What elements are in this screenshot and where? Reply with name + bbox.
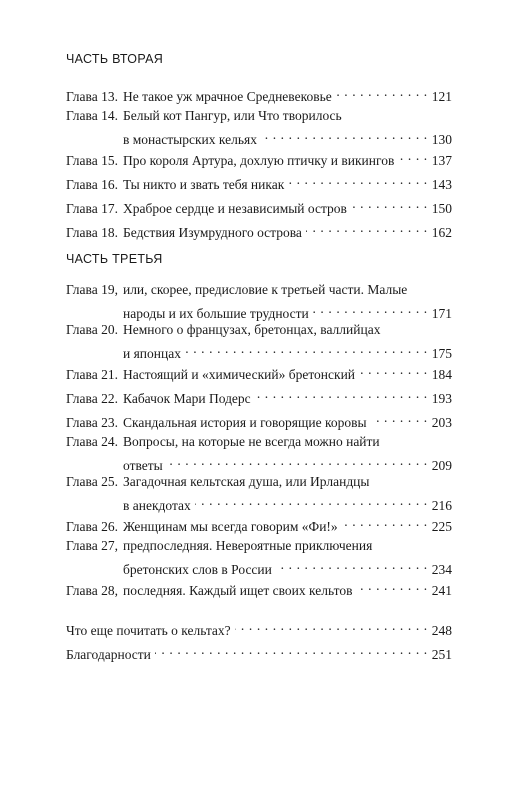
dot-leader: [356, 576, 427, 595]
chapter-title-continued: народы и их большие трудности: [123, 306, 309, 321]
dot-leader: [336, 82, 428, 101]
chapter-label: Глава 27,: [66, 538, 118, 553]
entry-title: Благодарности: [66, 647, 151, 662]
chapter-label: Глава 14.: [66, 108, 118, 123]
toc-entry[interactable]: [66, 536, 452, 577]
chapter-label: Глава 25.: [66, 474, 118, 489]
chapter-label: Глава 15.: [66, 153, 118, 168]
chapter-label: Глава 16.: [66, 177, 118, 192]
dot-leader: [185, 339, 428, 358]
chapter-title: последняя. Каждый ищет своих кельтов: [122, 583, 353, 598]
chapter-title: предпоследняя. Невероятные приключения: [122, 538, 373, 553]
page-number: 193: [431, 391, 452, 406]
dot-leader: [342, 512, 428, 531]
chapter-label: Глава 22.: [66, 391, 118, 406]
chapter-title-continued: в анекдотах: [123, 498, 191, 513]
dot-leader: [288, 170, 427, 189]
chapter-title-continued: бретонских слов в России: [123, 562, 272, 577]
toc-entry[interactable]: [66, 106, 452, 147]
page-number: 121: [431, 89, 452, 104]
dot-leader: [276, 555, 428, 574]
chapter-title: Загадочная кельтская душа, или Ирландцы: [123, 474, 370, 489]
page-number: 175: [431, 346, 452, 361]
page-number: 241: [431, 583, 452, 598]
chapter-title: или, скорее, предисловие к третьей части. Малые: [122, 282, 408, 297]
toc-entry[interactable]: [66, 170, 452, 192]
page-number: 150: [431, 201, 452, 216]
chapter-title-continued: и японцах: [123, 346, 181, 361]
toc-entry[interactable]: [66, 512, 452, 534]
chapter-title: Про короля Артура, дохлую птичку и викингов: [123, 153, 395, 168]
chapter-label: Глава 19,: [66, 282, 118, 297]
dot-leader: [359, 360, 428, 379]
part-three-heading: ЧАСТЬ ТРЕТЬЯ: [66, 252, 163, 266]
chapter-label: Глава 28,: [66, 583, 118, 598]
toc-entry[interactable]: [66, 408, 452, 430]
part-two-heading: ЧАСТЬ ВТОРАЯ: [66, 52, 164, 66]
chapter-label: Глава 20.: [66, 322, 118, 337]
dot-leader: [155, 640, 428, 659]
toc-entry[interactable]: [66, 320, 452, 361]
dot-leader: [398, 146, 427, 165]
dot-leader: [261, 125, 428, 144]
chapter-title: Настоящий и «химический» бретонский: [123, 367, 356, 382]
chapter-label: Глава 17.: [66, 201, 118, 216]
chapter-title: Немного о французах, бретонцах, валлийцах: [123, 322, 381, 337]
dot-leader: [351, 194, 428, 213]
toc-entry-acknowledgements[interactable]: [66, 640, 452, 662]
chapter-label: Глава 26.: [66, 519, 118, 534]
toc-entry[interactable]: [66, 280, 452, 321]
chapter-title: Женщинам мы всегда говорим «Фи!»: [123, 519, 338, 534]
chapter-title-continued: в монастырских кельях: [123, 132, 257, 147]
page-number: 143: [431, 177, 452, 192]
page-number: 137: [431, 153, 452, 168]
page-number: 216: [431, 498, 452, 513]
toc-entry[interactable]: [66, 218, 452, 240]
chapter-label: Глава 23.: [66, 415, 118, 430]
dot-leader: [167, 451, 428, 470]
page-number: 203: [431, 415, 452, 430]
page-number: 162: [431, 225, 452, 240]
chapter-label: Глава 21.: [66, 367, 118, 382]
chapter-title: Не такое уж мрачное Средневековье: [123, 89, 332, 104]
chapter-title: Храброе сердце и независимый остров: [123, 201, 347, 216]
chapter-title: Белый кот Пангур, или Что творилось: [123, 108, 342, 123]
chapter-title: Кабачок Мари Подерс: [123, 391, 251, 406]
toc-entry[interactable]: [66, 576, 452, 598]
toc-entry[interactable]: [66, 384, 452, 406]
dot-leader: [195, 491, 428, 510]
chapter-title: Бедствия Изумрудного острова: [123, 225, 302, 240]
toc-entry[interactable]: [66, 146, 452, 168]
chapter-title: Вопросы, на которые не всегда можно найти: [123, 434, 380, 449]
page-number: 209: [431, 458, 452, 473]
page-number: 234: [431, 562, 452, 577]
dot-leader: [306, 218, 428, 237]
toc-entry[interactable]: [66, 432, 452, 473]
toc-entry[interactable]: [66, 194, 452, 216]
chapter-title-continued: ответы: [123, 458, 163, 473]
toc-entry[interactable]: [66, 82, 452, 104]
chapter-title: Ты никто и звать тебя никак: [123, 177, 285, 192]
dot-leader: [235, 616, 428, 635]
chapter-label: Глава 18.: [66, 225, 118, 240]
dot-leader: [255, 384, 428, 403]
chapter-title: Скандальная история и говорящие коровы: [122, 415, 367, 430]
chapter-label: Глава 24.: [66, 434, 118, 449]
page-number: 248: [431, 623, 452, 638]
page-number: 225: [431, 519, 452, 534]
chapter-label: Глава 13.: [66, 89, 118, 104]
page-number: 251: [431, 647, 452, 662]
dot-leader: [371, 408, 428, 427]
toc-entry[interactable]: [66, 360, 452, 382]
toc-entry[interactable]: [66, 472, 452, 513]
dot-leader: [313, 299, 428, 318]
toc-entry-further-reading[interactable]: [66, 616, 452, 638]
page-number: 171: [431, 306, 452, 321]
page-number: 184: [431, 367, 452, 382]
entry-title: Что еще почитать о кельтах?: [66, 623, 231, 638]
page-number: 130: [431, 132, 452, 147]
